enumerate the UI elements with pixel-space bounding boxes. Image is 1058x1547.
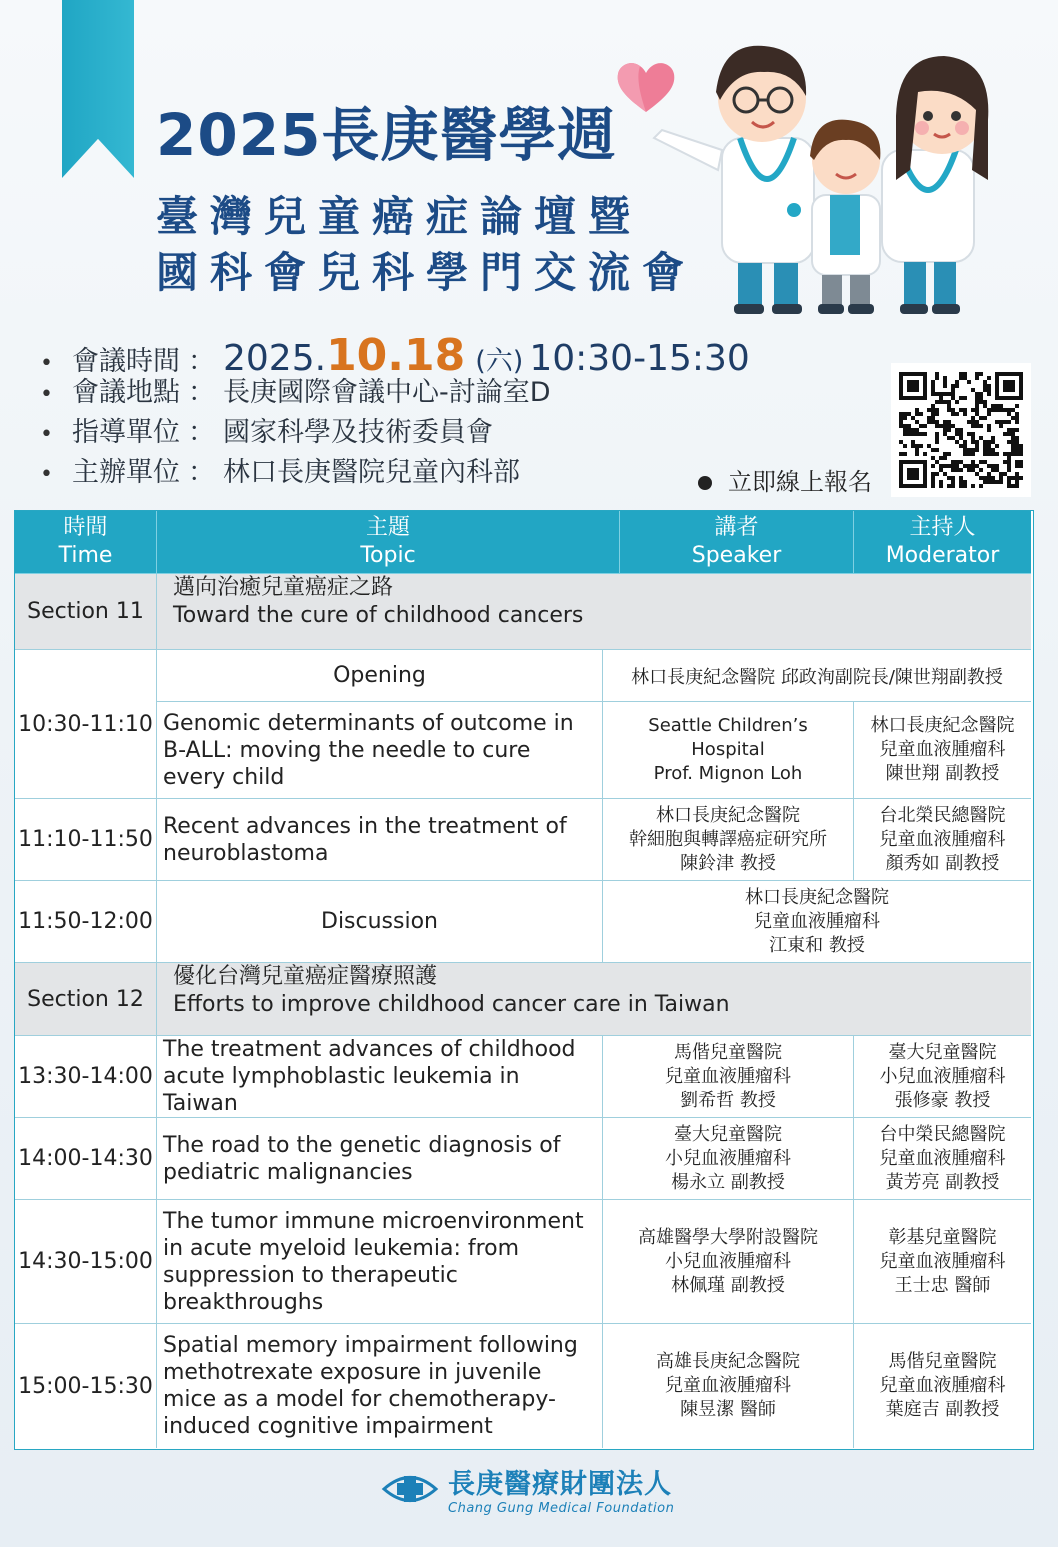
register-link[interactable]: [698, 462, 872, 497]
moderator-cell: [854, 1118, 1031, 1200]
speaker-line: 兒童血液腫瘤科: [665, 1065, 791, 1087]
speaker-line: 小兒血液腫瘤科: [665, 1147, 791, 1169]
moderator-cell: [854, 1036, 1031, 1118]
moderator-line: 林口長庚紀念醫院: [870, 715, 1015, 736]
cgmf-logo-icon: [380, 1466, 440, 1512]
moderator-line: 張修豪 教授: [894, 1089, 991, 1111]
speaker-line: Hospital: [691, 739, 765, 760]
moderator-line: 馬偕兒童醫院: [888, 1351, 997, 1372]
time-cell: 13:30-14:00: [15, 1036, 157, 1118]
moderator-line: 王士忠 醫師: [894, 1274, 991, 1296]
section-12-title-en: Efforts to improve childhood cancer care in Taiwan: [173, 992, 730, 1017]
speaker-line: 楊永立 副教授: [671, 1171, 785, 1193]
moderator-line: 兒童血液腫瘤科: [879, 1147, 1006, 1169]
doctors-illustration: [642, 20, 1022, 340]
speaker-line: 林口長庚紀念醫院: [656, 804, 800, 826]
bullet: •: [40, 351, 53, 376]
header-topic: [157, 511, 620, 574]
qr-code-pattern: [899, 371, 1023, 489]
speaker-cell: [603, 1036, 854, 1118]
speaker-line: 小兒血液腫瘤科: [665, 1250, 791, 1272]
colon: ：: [188, 346, 215, 377]
moderator-cell: [854, 1324, 1031, 1448]
host-label: 主辦單位: [72, 457, 180, 488]
time-cell: 11:50-12:00: [15, 881, 157, 963]
host-value: 林口長庚醫院兒童內科部: [223, 457, 520, 488]
moderator-line: 陳世翔 副教授: [885, 763, 1000, 784]
section-11-title-zh: 邁向治癒兒童癌症之路: [173, 575, 394, 600]
topic-cell: The road to the genetic diagnosis of pediatric malignancies: [157, 1118, 603, 1200]
host-row: [40, 450, 750, 490]
section-11-title: [157, 574, 1031, 650]
time-cell: 10:30-11:10: [15, 650, 157, 799]
topic-discussion: Discussion: [157, 881, 603, 963]
speaker-line: 高雄長庚紀念醫院: [656, 1351, 800, 1372]
qr-code[interactable]: [891, 363, 1031, 497]
header-time-en: Time: [58, 543, 113, 568]
topic-cell: Genomic determinants of outcome in B-ALL: moving the needle to cure every child: [157, 702, 603, 799]
date-weekday: (六): [475, 346, 524, 377]
moderator-line: 台中榮民總醫院: [879, 1123, 1006, 1145]
register-label: 立即線上報名: [728, 468, 872, 496]
opening-speakers: 林口長庚紀念醫院 邱政洵副院長/陳世翔副教授: [603, 650, 1031, 702]
time-cell: 14:00-14:30: [15, 1118, 157, 1200]
header-moderator-en: Moderator: [885, 543, 1000, 568]
topic-cell: Spatial memory impairment following methotrexate exposure in juvenile mice as a model for chemotherapy-induced cognitive impairment: [157, 1324, 603, 1448]
colon: ：: [188, 417, 215, 448]
page-title: 2025長庚醫學週: [156, 101, 617, 169]
topic-cell: Recent advances in the treatment of neuroblastoma: [157, 799, 603, 881]
header-time: [15, 511, 157, 574]
speaker-line: 高雄醫學大學附設醫院: [638, 1226, 818, 1248]
speaker-line: 林口長庚紀念醫院: [745, 886, 889, 908]
header-topic-en: Topic: [360, 543, 416, 568]
speaker-line: 林佩瑾 副教授: [671, 1274, 785, 1296]
colon: ：: [188, 377, 215, 408]
discussion-moderator: [603, 881, 1031, 963]
foundation-name-zh: 長庚醫療財團法人: [448, 1469, 672, 1500]
moderator-line: 兒童血液腫瘤科: [879, 828, 1006, 850]
schedule-table: [14, 510, 1034, 1450]
moderator-line: 葉庭吉 副教授: [885, 1399, 1000, 1420]
foundation-name-en: Chang Gung Medical Foundation: [448, 1501, 675, 1516]
date-highlight: 10.18: [326, 330, 466, 381]
speaker-cell: [603, 1118, 854, 1200]
moderator-line: 兒童血液腫瘤科: [879, 1250, 1006, 1272]
moderator-line: 黃芳亮 副教授: [885, 1171, 1000, 1193]
advisor-row: [40, 410, 750, 450]
speaker-line: 馬偕兒童醫院: [674, 1041, 782, 1063]
speaker-line: 幹細胞與轉譯癌症研究所: [629, 828, 827, 850]
moderator-line: 顏秀如 副教授: [885, 852, 1000, 874]
speaker-cell: [603, 1324, 854, 1448]
speaker-cell: [603, 1200, 854, 1324]
advisor-label: 指導單位: [72, 417, 180, 448]
speaker-line: Prof. Mignon Loh: [653, 763, 803, 784]
moderator-cell: [854, 799, 1031, 881]
moderator-line: 兒童血液腫瘤科: [879, 1375, 1006, 1396]
venue-label: 會議地點: [72, 377, 180, 408]
speaker-line: 臺大兒童醫院: [674, 1123, 782, 1145]
date-prefix: 2025.: [223, 338, 327, 379]
colon: ：: [188, 457, 215, 488]
section-11-title-en: Toward the cure of childhood cancers: [173, 603, 584, 628]
topic-opening: Opening: [157, 650, 603, 702]
time-label: 會議時間: [72, 346, 180, 377]
speaker-line: 陳鈴津 教授: [680, 852, 776, 874]
bullet-dot: [698, 476, 712, 490]
header-topic-zh: 主題: [365, 515, 410, 540]
section-12-title-zh: 優化台灣兒童癌症醫療照護: [173, 964, 438, 989]
subtitle-line2: 國科會兒科學門交流會: [156, 248, 697, 297]
subtitle-line1: 臺灣兒童癌症論壇暨: [156, 192, 643, 241]
section-12-name: Section 12: [15, 963, 157, 1036]
meeting-info: [40, 330, 750, 490]
speaker-line: Seattle Children’s: [648, 715, 808, 736]
section-11-name: Section 11: [15, 574, 157, 650]
moderator-line: 彰基兒童醫院: [888, 1226, 997, 1248]
moderator-cell: [854, 1200, 1031, 1324]
header-moderator-zh: 主持人: [909, 515, 976, 540]
time-cell: 15:00-15:30: [15, 1324, 157, 1448]
speaker-line: 兒童血液腫瘤科: [665, 1375, 791, 1396]
moderator-line: 臺大兒童醫院: [888, 1041, 997, 1063]
bullet: •: [40, 462, 53, 487]
decorative-ribbon: [62, 0, 134, 178]
time-cell: 11:10-11:50: [15, 799, 157, 881]
date-time: 10:30-15:30: [529, 338, 750, 379]
speaker-line: 江東和 教授: [769, 934, 865, 956]
speaker-line: 陳昱潔 醫師: [680, 1399, 776, 1420]
header-moderator: [854, 511, 1031, 574]
moderator-cell: [854, 702, 1031, 799]
speaker-line: 兒童血液腫瘤科: [754, 910, 880, 932]
venue-value: 長庚國際會議中心-討論室D: [223, 377, 551, 408]
header-speaker-en: Speaker: [691, 543, 782, 568]
time-cell: 14:30-15:00: [15, 1200, 157, 1324]
bullet: •: [40, 382, 53, 407]
meeting-time-row: [40, 330, 750, 381]
advisor-value: 國家科學及技術委員會: [223, 417, 493, 448]
header-time-zh: 時間: [63, 515, 108, 540]
bullet: •: [40, 422, 53, 447]
header-speaker: [620, 511, 854, 574]
topic-cell: The tumor immune microenvironment in acute myeloid leukemia: from suppression to therapeutic breakthroughs: [157, 1200, 603, 1324]
moderator-line: 小兒血液腫瘤科: [879, 1065, 1006, 1087]
speaker-line: 劉希哲 教授: [680, 1089, 776, 1111]
moderator-line: 兒童血液腫瘤科: [879, 739, 1006, 760]
section-12-title: [157, 963, 1031, 1036]
footer-logo: [380, 1462, 674, 1516]
moderator-line: 台北榮民總醫院: [879, 804, 1006, 826]
speaker-cell: [603, 799, 854, 881]
topic-cell: The treatment advances of childhood acute lymphoblastic leukemia in Taiwan: [157, 1036, 603, 1118]
header-speaker-zh: 講者: [714, 515, 759, 540]
speaker-cell: [603, 702, 854, 799]
